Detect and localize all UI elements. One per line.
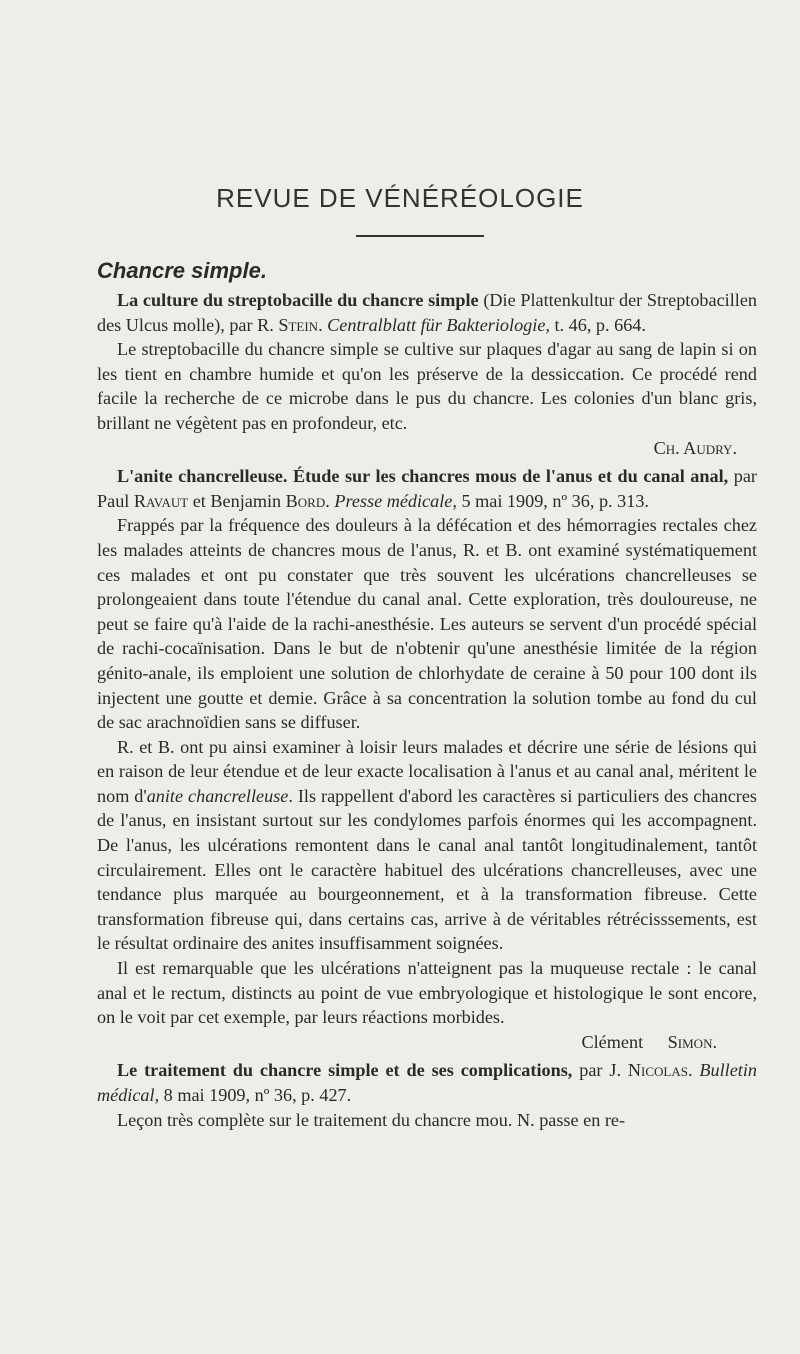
- entry-2-signature-wrap: [582, 1032, 738, 1052]
- entry-3-ref-a: par J.: [572, 1060, 628, 1081]
- entry-2-paragraph-3: Il est remarquable que les ulcérations n'atteignent pas la muqueuse rectale : le canal anal et le rectum, distincts au point de vue embryologique et histologique le sont encore, on le voit par cet exemple, par leurs réactions morbides.: [97, 958, 757, 1028]
- entry-1-signature: [97, 436, 757, 461]
- entry-2-signature-last: Simon.: [667, 1031, 717, 1052]
- entry-3-author: Nicolas: [627, 1060, 688, 1081]
- page-header: REVUE DE VÉNÉRÉOLOGIE: [216, 183, 584, 213]
- entry-2-author-1: Ravaut: [133, 490, 189, 511]
- entry-2-signature: [97, 1030, 757, 1055]
- entry-3-ref-b: .: [687, 1060, 700, 1081]
- entry-2-ref-b: et Benjamin: [188, 490, 286, 511]
- entry-1-journal: Centralblatt für Bakteriologie,: [327, 314, 550, 335]
- entry-2-ref-c: .: [325, 490, 335, 511]
- entry-2-reference: [97, 464, 757, 513]
- entry-1-text: Le streptobacille du chancre simple se cultive sur plaques d'agar au sang de lapin si on les tient en chambre humide et qu'on les préserve de la dessiccation. Ce procédé rend facile la recherche de ce microbe dans le pus du chancre. Les colonies d'un blanc gris, brillant ne végètent pas en profondeur, etc.: [97, 339, 757, 433]
- entry-2-paragraph-2-b: . Ils rappellent d'abord les caractères si particuliers des chancres de l'anus, en insistant surtout sur les condylomes parfois énormes qui les accompagnent. De l'anus, les ulcérations remontent dans le canal anal tantôt longitudinalement, tantôt circulairement. Elles ont le caractère habituel des ulcérations chancrelleuses, avec une tendance plus marquée au bourgeonnement, et à la transformation fibreuse. Cette transformation fibreuse qui, dans certains cas, arrive à de véritables rétrécisssements, est le résultat ordinaire des anites insuffisamment soignées.: [97, 785, 757, 954]
- header-rule: [356, 235, 484, 237]
- entry-2-journal: Presse médicale,: [334, 490, 457, 511]
- entry-1-title: La culture du streptobacille du chancre simple: [117, 290, 479, 310]
- entry-1-signature-text: Ch. Audry.: [653, 437, 737, 458]
- entry-1-reference: [97, 288, 757, 337]
- entry-1-ref-c: t. 46, p. 664.: [549, 314, 646, 335]
- entry-3-reference: [97, 1058, 757, 1107]
- entry-1-author: Stein: [278, 314, 319, 335]
- section-title: Chancre simple.: [97, 258, 267, 283]
- entry-3-text: Leçon très complète sur le traitement du chancre mou. N. passe en re-: [117, 1109, 626, 1130]
- entry-2-author-2: Bord: [285, 490, 326, 511]
- entry-2-paragraph-2: [97, 735, 757, 956]
- entry-2-ref-d: 5 mai 1909, nº 36, p. 313.: [456, 490, 649, 511]
- entry-3-ref-c: 8 mai 1909, nº 36, p. 427.: [159, 1085, 352, 1105]
- entry-2-ref-a: par Paul: [97, 466, 757, 511]
- entry-2-paragraph-2-italic: anite chancrelleuse: [146, 785, 289, 806]
- entry-3-title: Le traitement du chancre simple et de ses complications,: [117, 1060, 573, 1081]
- entry-2-paragraph-2-a: R. et B. ont pu ainsi examiner à loisir leurs malades et décrire une série de lésions qui en raison de leur étendue et de leur exacte localisation à l'anus et au canal anal, méritent le nom d': [97, 736, 757, 806]
- entry-1-ref-a: (Die Plattenkultur der Streptobacillen des Ulcus molle), par R.: [97, 290, 757, 335]
- article-body: [97, 256, 757, 1132]
- entry-2-signature-first: Clément: [581, 1031, 648, 1052]
- entry-1-ref-b: .: [318, 314, 328, 335]
- entry-2-paragraph-1: Frappés par la fréquence des douleurs à la défécation et des hémorragies rectales chez les malades atteints de chancres mous de l'anus, R. et B. ont examiné systématiquement ces malades et ont pu constater que très souvent les ulcérations chancrelleuses se prolongeaient dans toute l'étendue du canal anal. Cette exploration, très douloureuse, ne peut se faire qu'à l'aide de la rachi-anesthésie. Les auteurs se servent d'un procédé spécial de rachi-cocaïnisation. Dans le but de n'obtenir qu'une anesthésie limitée de la région génito-anale, ils emploient une solution de chlorhydate de ceraine à 50 pour 100 dont ils injectent une goutte et demie. Grâce à sa concentration la solution tombe au fond du cul de sac arachnoïdien sans se diffuser.: [97, 515, 757, 733]
- entry-3-journal: Bulletin médical,: [97, 1060, 757, 1105]
- entry-2-title: L'anite chancrelleuse. Étude sur les chancres mous de l'anus et du canal anal,: [117, 466, 729, 487]
